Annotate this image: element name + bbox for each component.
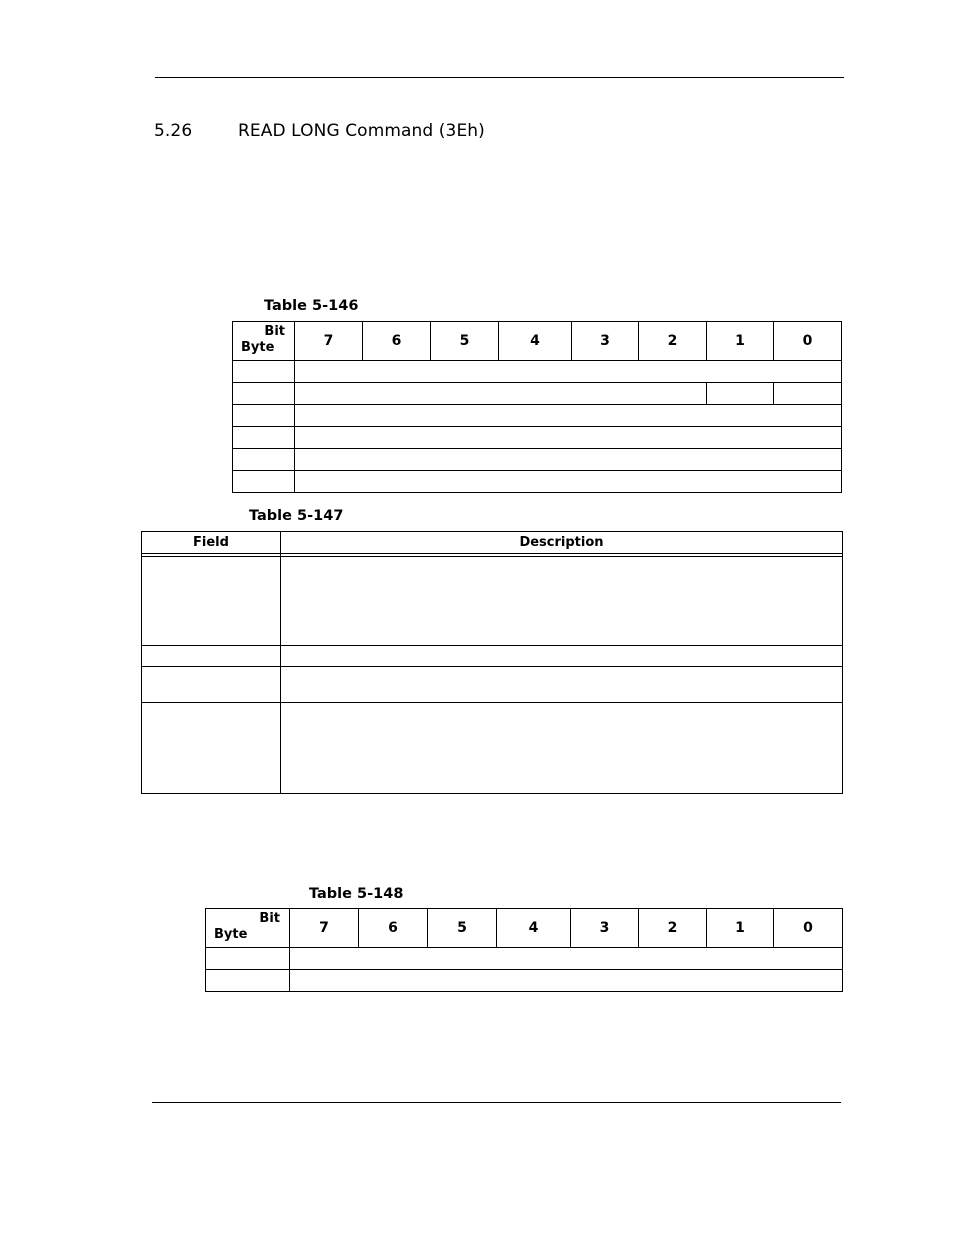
table-146-caption: Table 5-146 [264,298,359,314]
bit-label: Bit [264,324,285,339]
bit-5-header: 5 [431,322,499,361]
table-row [233,471,842,493]
bit-0-header: 0 [774,322,842,361]
byte-cell [233,471,295,493]
table-row [233,405,842,427]
field-cell [295,471,842,493]
table-row [206,970,843,992]
table-148-caption: Table 5-148 [309,886,404,902]
table-row [142,703,843,794]
field-cell [295,427,842,449]
table-row [206,948,843,970]
table-row [142,646,843,667]
section-title: READ LONG Command (3Eh) [238,121,485,141]
table-147-header-row [142,532,843,554]
field-cell [142,703,281,794]
byte-label: Byte [214,927,248,942]
byte-cell [233,405,295,427]
table-146 [232,321,842,493]
table-146-header-row [233,322,842,361]
description-cell [281,703,843,794]
header-rule [155,77,844,78]
table-row [233,449,842,471]
bit-6-header: 6 [363,322,431,361]
table-148-header-row [206,909,843,948]
bit-label: Bit [259,911,280,926]
section-number: 5.26 [154,121,193,141]
field-cell [295,405,842,427]
field-cell [142,646,281,667]
bit-7-header: 7 [290,909,359,948]
table-row [142,667,843,703]
byte-cell [233,383,295,405]
table-146-corner [233,322,295,361]
field-cell [774,383,842,405]
table-147 [141,531,843,794]
bit-5-header: 5 [428,909,497,948]
bit-1-header: 1 [707,909,774,948]
bit-1-header: 1 [707,322,774,361]
field-column-header: Field [142,532,281,554]
description-cell [281,667,843,703]
field-cell [295,361,842,383]
footer-rule [152,1102,841,1103]
byte-cell [206,970,290,992]
bit-3-header: 3 [571,909,639,948]
description-cell [281,557,843,646]
description-column-header: Description [281,532,843,554]
byte-label: Byte [241,340,275,355]
bit-4-header: 4 [497,909,571,948]
bit-2-header: 2 [639,909,707,948]
field-cell [707,383,774,405]
bit-3-header: 3 [572,322,639,361]
table-row [142,557,843,646]
field-cell [142,667,281,703]
field-cell [295,383,707,405]
bit-2-header: 2 [639,322,707,361]
field-cell [142,557,281,646]
table-row [233,427,842,449]
field-cell [290,948,843,970]
bit-0-header: 0 [774,909,843,948]
description-cell [281,646,843,667]
bit-4-header: 4 [499,322,572,361]
byte-cell [206,948,290,970]
field-cell [295,449,842,471]
field-cell [290,970,843,992]
table-row [233,361,842,383]
table-147-caption: Table 5-147 [249,508,344,524]
bit-6-header: 6 [359,909,428,948]
table-148 [205,908,843,992]
byte-cell [233,427,295,449]
byte-cell [233,361,295,383]
byte-cell [233,449,295,471]
bit-7-header: 7 [295,322,363,361]
table-148-corner [206,909,290,948]
table-row [233,383,842,405]
